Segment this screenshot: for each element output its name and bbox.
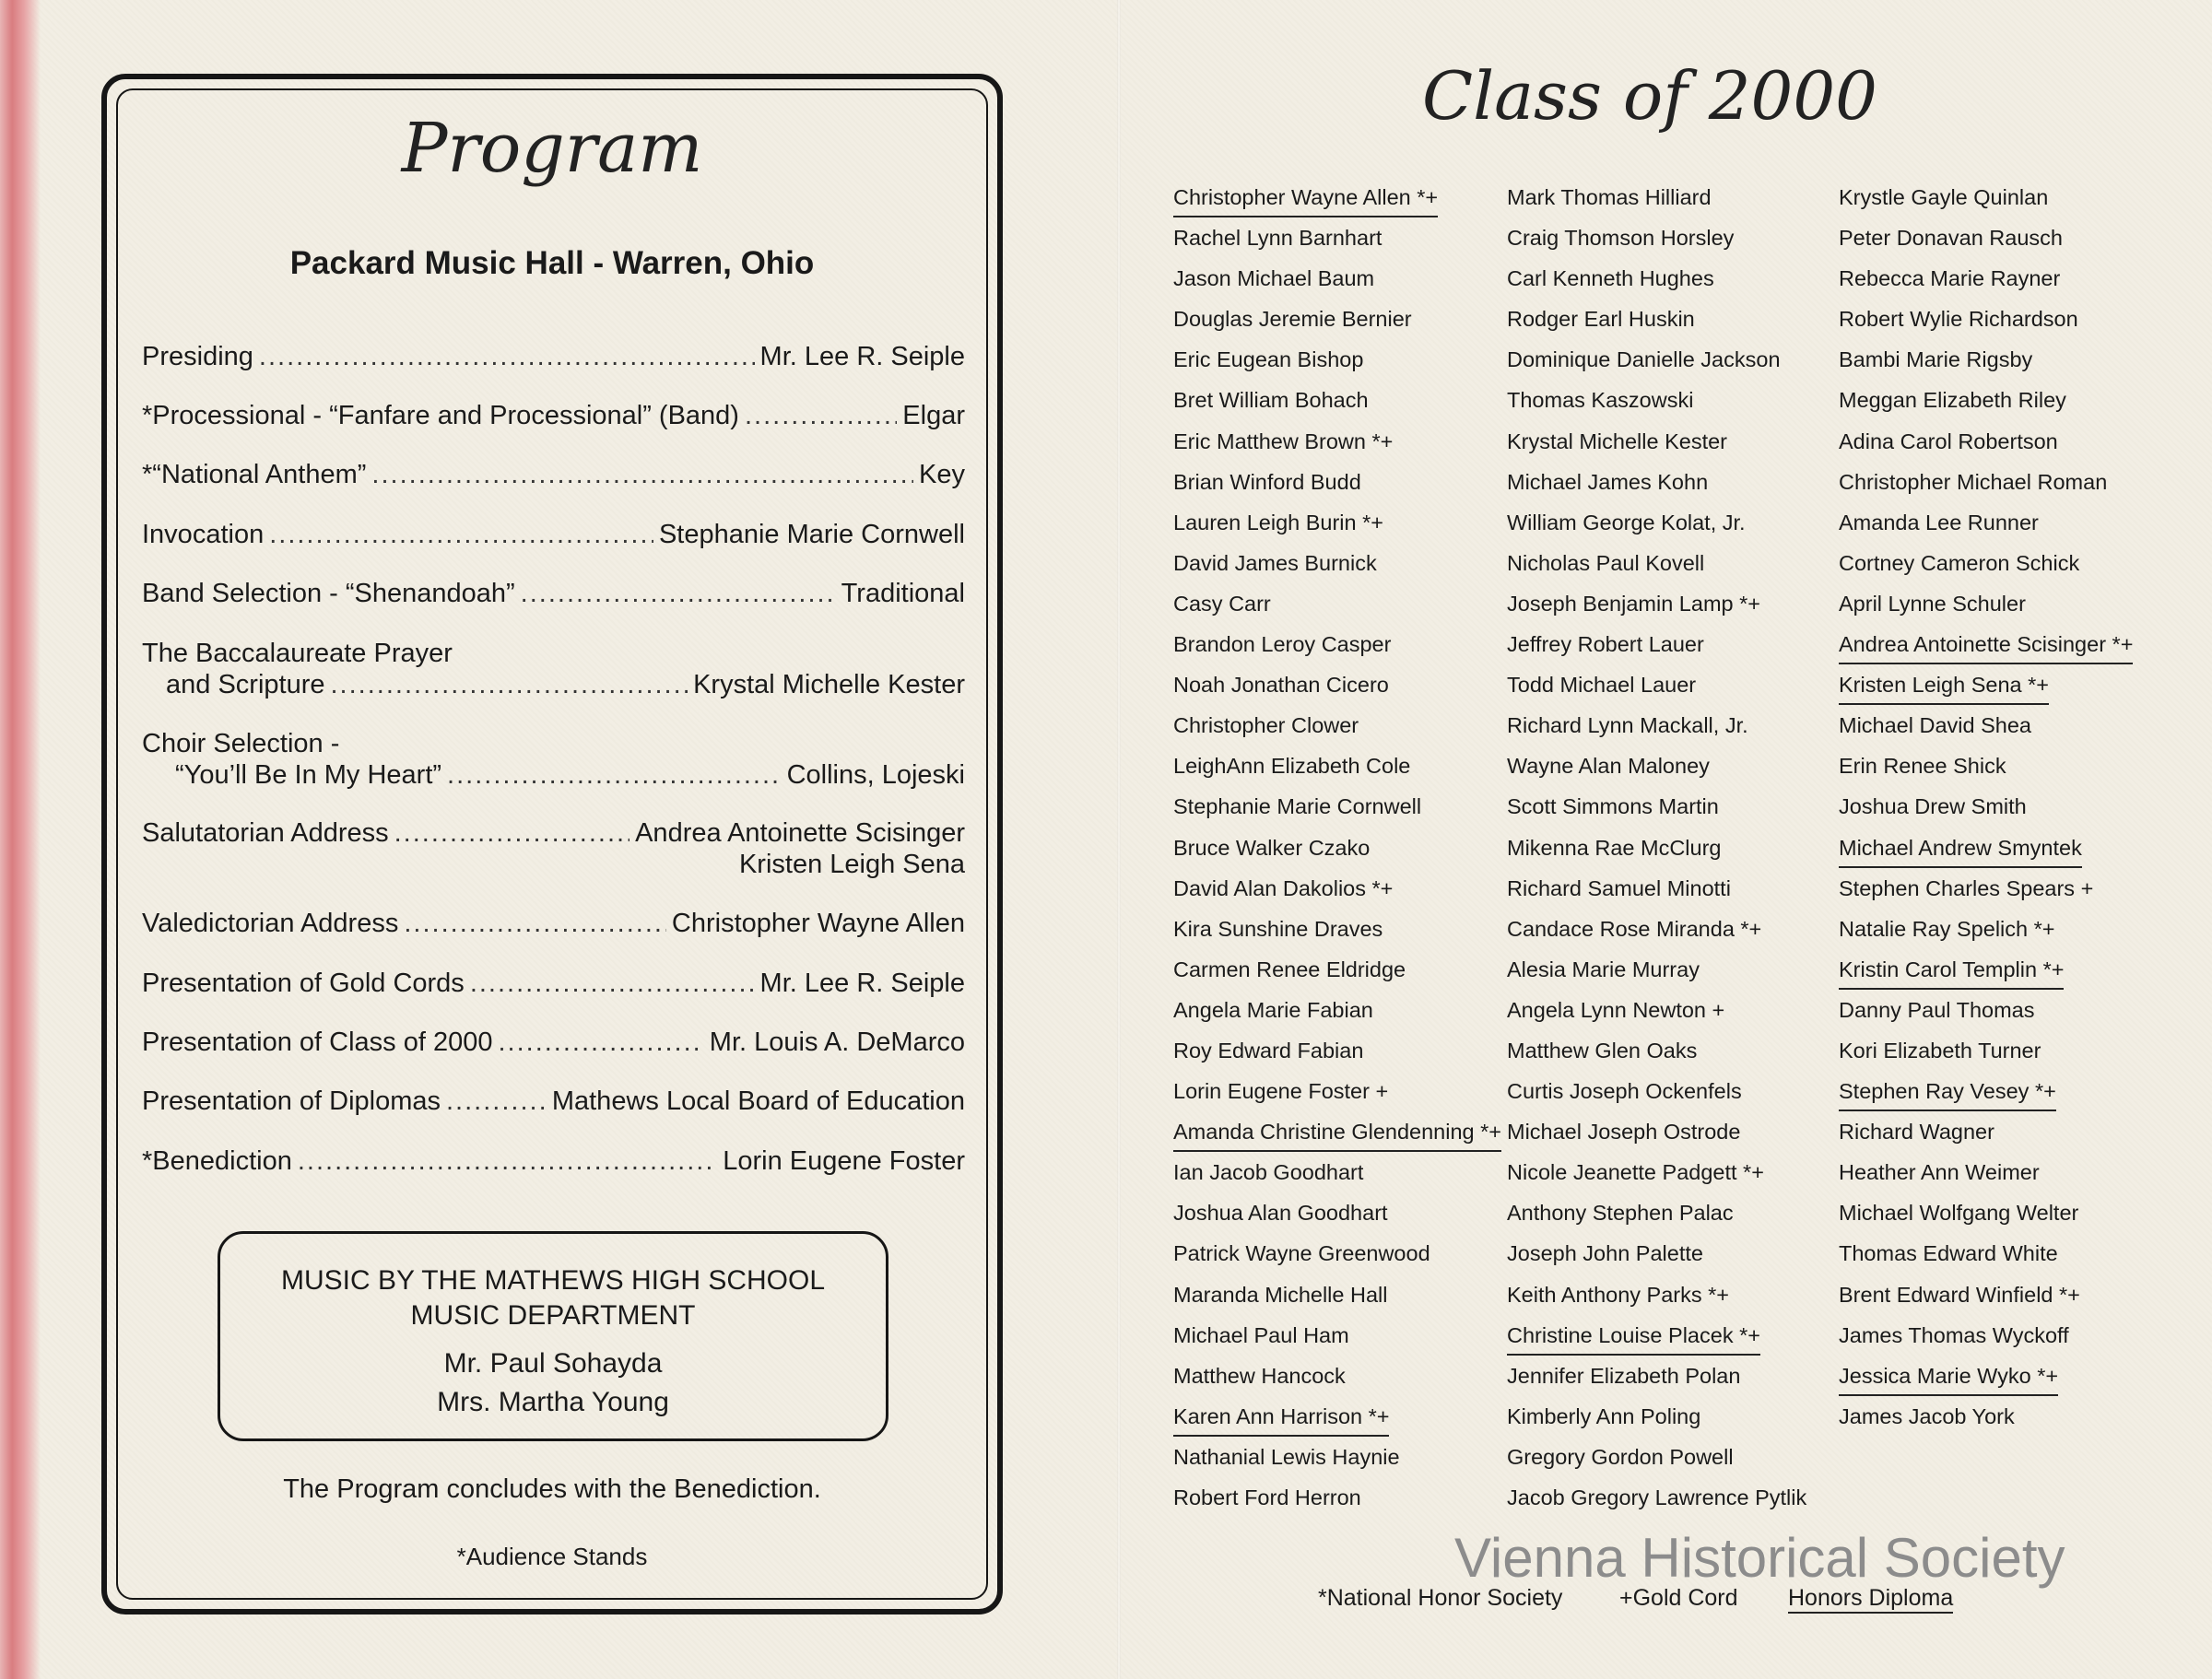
graduate-name (1507, 1400, 1806, 1440)
graduate-name-text: James Thomas Wyckoff (1839, 1322, 2069, 1347)
graduate-name (1839, 790, 2133, 830)
graduate-name (1173, 628, 1501, 668)
item-value: Krystal Michelle Kester (693, 670, 965, 699)
graduate-name-text: Carmen Renee Eldridge (1173, 957, 1406, 981)
graduate-name (1839, 628, 2133, 668)
graduate-name (1839, 262, 2133, 302)
item-label: *Benediction (142, 1146, 292, 1176)
graduate-name (1839, 1400, 2133, 1440)
graduate-name-text: Jennifer Elizabeth Polan (1507, 1363, 1741, 1388)
graduate-name-text: William George Kolat, Jr. (1507, 510, 1746, 534)
graduate-name-text: Andrea Antoinette Scisinger *+ (1839, 628, 2133, 664)
graduate-name-text: Kira Sunshine Draves (1173, 916, 1383, 941)
graduate-name (1839, 425, 2133, 465)
graduate-name-text: Christopher Wayne Allen *+ (1173, 181, 1438, 217)
item-label: Invocation (142, 520, 265, 549)
graduate-name-text: Michael James Kohn (1507, 469, 1709, 494)
graduate-name-text: Angela Marie Fabian (1173, 997, 1373, 1022)
program-item-salutatorian (142, 817, 965, 880)
graduate-name-text: Jacob Gregory Lawrence Pytlik (1507, 1485, 1807, 1509)
item-value: Mr. Lee R. Seiple (759, 969, 965, 998)
graduate-name (1507, 1440, 1806, 1481)
graduate-name (1507, 1237, 1806, 1277)
graduate-name (1173, 993, 1501, 1034)
graduate-name (1173, 465, 1501, 506)
class-title: Class of 2000 (1422, 57, 1877, 135)
music-director-1: Mr. Paul Sohayda (443, 1348, 663, 1379)
item-label: Valedictorian Address (142, 909, 399, 938)
graduate-name (1839, 1196, 2133, 1237)
item-label: *Processional - “Fanfare and Processional” (Band) (142, 401, 739, 430)
item-label: *“National Anthem” (142, 460, 367, 489)
graduate-name-text: Robert Wylie Richardson (1839, 307, 2078, 332)
graduate-name-text: Jeffrey Robert Lauer (1507, 632, 1704, 657)
graduate-name-text: Krystle Gayle Quinlan (1839, 185, 2049, 209)
graduate-name (1839, 181, 2133, 221)
graduate-name-text: Michael Joseph Ostrode (1507, 1120, 1741, 1145)
graduate-name-text: Patrick Wayne Greenwood (1173, 1241, 1430, 1266)
graduate-name-text: Rebecca Marie Rayner (1839, 266, 2061, 291)
graduate-name (1173, 1359, 1501, 1400)
graduate-name-text: James Jacob York (1839, 1403, 2015, 1428)
graduate-name-text: Joseph Benjamin Lamp *+ (1507, 591, 1760, 616)
graduate-name (1839, 383, 2133, 424)
graduate-name (1173, 709, 1501, 749)
graduate-name-text: Anthony Stephen Palac (1507, 1201, 1734, 1226)
graduate-name (1507, 465, 1806, 506)
graduate-name-text: Richard Samuel Minotti (1507, 875, 1731, 900)
graduate-name (1839, 1156, 2133, 1196)
graduate-name (1839, 912, 2133, 953)
item-value: Mr. Lee R. Seiple (759, 342, 965, 371)
program-item-choir (142, 728, 965, 791)
graduate-name-text: Matthew Hancock (1173, 1363, 1346, 1388)
graduate-name-text: Roy Edward Fabian (1173, 1038, 1364, 1063)
graduate-name-text: Kristin Carol Templin *+ (1839, 953, 2064, 990)
graduate-name-text: Kristen Leigh Sena *+ (1839, 668, 2049, 705)
graduate-name (1173, 343, 1501, 383)
graduate-name-text: Noah Jonathan Cicero (1173, 673, 1389, 698)
deckled-edge (0, 0, 41, 1679)
item-value: Andrea Antoinette Scisinger (635, 818, 965, 848)
graduate-name (1507, 749, 1806, 790)
graduate-name (1507, 1319, 1806, 1359)
graduate-name-text: Peter Donavan Rausch (1839, 226, 2063, 251)
graduate-name (1173, 1034, 1501, 1074)
graduate-name-text: Christopher Clower (1173, 713, 1359, 738)
graduate-name-text: Adina Carol Robertson (1839, 429, 2058, 453)
graduate-name-text: Krystal Michelle Kester (1507, 429, 1727, 453)
graduate-name-text: Scott Simmons Martin (1507, 794, 1719, 819)
graduate-name (1173, 221, 1501, 262)
graduate-name (1839, 709, 2133, 749)
graduate-name (1507, 872, 1806, 912)
graduate-name (1507, 831, 1806, 872)
graduate-name (1173, 831, 1501, 872)
item-label: Presentation of Diplomas (142, 1086, 441, 1116)
graduate-name (1173, 1074, 1501, 1115)
graduate-name (1839, 343, 2133, 383)
graduate-name (1507, 302, 1806, 343)
graduate-name-text: Nathanial Lewis Haynie (1173, 1444, 1400, 1469)
graduate-name (1507, 506, 1806, 546)
program-item-benediction (142, 1145, 965, 1177)
graduate-name-text: Rachel Lynn Barnhart (1173, 226, 1382, 251)
graduate-column-2 (1507, 181, 1806, 1521)
graduate-name-text: LeighAnn Elizabeth Cole (1173, 754, 1411, 779)
graduate-name (1507, 1359, 1806, 1400)
item-label-line1: Choir Selection - (142, 729, 340, 758)
graduate-name-text: Matthew Glen Oaks (1507, 1038, 1698, 1063)
graduate-name (1507, 1278, 1806, 1319)
graduate-name-text: Michael Paul Ham (1173, 1322, 1349, 1347)
graduate-name (1839, 953, 2133, 993)
graduate-name-text: Eric Matthew Brown *+ (1173, 429, 1394, 453)
graduate-name (1173, 668, 1501, 709)
graduate-name (1507, 546, 1806, 587)
graduate-name (1507, 628, 1806, 668)
graduate-name (1173, 383, 1501, 424)
center-fold (1117, 0, 1121, 1679)
item-value: Stephanie Marie Cornwell (658, 520, 965, 549)
graduate-name-text: Karen Ann Harrison *+ (1173, 1400, 1389, 1437)
item-value: Elgar (902, 401, 965, 430)
graduate-name (1507, 383, 1806, 424)
graduate-name-text: Lorin Eugene Foster + (1173, 1079, 1389, 1104)
graduate-name-text: Thomas Edward White (1839, 1241, 2058, 1266)
graduate-name-text: David Alan Dakolios *+ (1173, 875, 1394, 900)
legend-national-honor-society: *National Honor Society (1318, 1585, 1563, 1611)
graduate-column-3 (1839, 181, 2133, 1440)
item-label: Presentation of Gold Cords (142, 969, 465, 998)
graduate-name (1507, 221, 1806, 262)
graduate-name-text: Ian Jacob Goodhart (1173, 1160, 1364, 1185)
graduate-name-text: Richard Lynn Mackall, Jr. (1507, 713, 1748, 738)
graduate-column-1 (1173, 181, 1501, 1521)
graduate-name (1839, 465, 2133, 506)
graduate-name-text: Erin Renee Shick (1839, 754, 2006, 779)
graduate-name-text: Mark Thomas Hilliard (1507, 185, 1712, 209)
graduate-name (1173, 1400, 1501, 1440)
graduate-name (1173, 1196, 1501, 1237)
graduate-name (1839, 546, 2133, 587)
graduate-name (1173, 872, 1501, 912)
graduate-name-text: Casy Carr (1173, 591, 1271, 616)
graduate-name-text: Christine Louise Placek *+ (1507, 1319, 1760, 1356)
graduate-name (1507, 587, 1806, 628)
graduate-name (1173, 1237, 1501, 1277)
graduate-name (1173, 546, 1501, 587)
graduate-name-text: Stephen Ray Vesey *+ (1839, 1074, 2056, 1111)
graduate-name (1839, 749, 2133, 790)
graduate-name-text: Carl Kenneth Hughes (1507, 266, 1714, 291)
graduate-name (1173, 1278, 1501, 1319)
graduate-name (1839, 831, 2133, 872)
graduate-name-text: Jessica Marie Wyko *+ (1839, 1359, 2058, 1396)
graduate-name (1173, 181, 1501, 221)
graduate-name-text: Bret William Bohach (1173, 388, 1369, 413)
graduate-name (1173, 262, 1501, 302)
graduate-name (1507, 1115, 1806, 1156)
graduate-name-text: Candace Rose Miranda *+ (1507, 916, 1762, 941)
program-item-band-selection (142, 578, 965, 609)
graduate-name (1507, 262, 1806, 302)
item-value: Mathews Local Board of Education (551, 1086, 965, 1116)
graduate-name-text: Cortney Cameron Schick (1839, 550, 2080, 575)
graduate-name-text: Douglas Jeremie Bernier (1173, 307, 1412, 332)
item-label: and Scripture (166, 670, 325, 699)
graduate-name (1173, 1156, 1501, 1196)
graduate-name (1839, 1034, 2133, 1074)
graduate-name-text: Eric Eugean Bishop (1173, 347, 1364, 372)
graduate-name-text: Bruce Walker Czako (1173, 835, 1371, 860)
graduate-name (1173, 1440, 1501, 1481)
item-value: Traditional (841, 579, 965, 608)
graduate-name (1173, 1481, 1501, 1521)
graduate-name-text: Amanda Christine Glendenning *+ (1173, 1115, 1501, 1152)
item-value: Collins, Lojeski (786, 760, 965, 790)
graduate-name (1507, 181, 1806, 221)
graduate-name-text: Keith Anthony Parks *+ (1507, 1282, 1730, 1307)
graduate-name (1507, 1074, 1806, 1115)
music-box-line2: MUSIC DEPARTMENT (410, 1300, 696, 1331)
music-department-box (218, 1231, 888, 1441)
program-item-diplomas (142, 1086, 965, 1117)
legend-honors-diploma: Honors Diploma (1788, 1585, 1953, 1614)
graduate-name-text: Joshua Alan Goodhart (1173, 1201, 1388, 1226)
graduate-name (1507, 1481, 1806, 1521)
item-label: Salutatorian Address (142, 818, 389, 848)
item-value: Mr. Louis A. DeMarco (709, 1027, 965, 1057)
program-item-processional (142, 400, 965, 431)
watermark: Vienna Historical Society (1454, 1527, 2065, 1589)
program-title: Program (401, 109, 703, 188)
graduate-name-text: Michael Andrew Smyntek (1839, 831, 2082, 868)
item-value: Christopher Wayne Allen (671, 909, 965, 938)
program-item-presiding (142, 341, 965, 372)
graduate-name-text: Joshua Drew Smith (1839, 794, 2027, 819)
program-item-anthem (142, 459, 965, 490)
graduate-name (1507, 1196, 1806, 1237)
graduate-name (1507, 790, 1806, 830)
graduate-name-text: Joseph John Palette (1507, 1241, 1703, 1266)
graduate-name (1173, 749, 1501, 790)
graduate-name-text: Kimberly Ann Poling (1507, 1403, 1701, 1428)
graduate-name (1173, 1319, 1501, 1359)
item-label: “You’ll Be In My Heart” (175, 760, 442, 790)
item-label-line1: The Baccalaureate Prayer (142, 639, 453, 668)
graduate-name (1507, 1156, 1806, 1196)
audience-stands-note: *Audience Stands (456, 1543, 648, 1570)
graduate-name-text: Stephanie Marie Cornwell (1173, 794, 1422, 819)
graduate-name (1839, 587, 2133, 628)
graduate-name-text: Stephen Charles Spears + (1839, 875, 2094, 900)
graduate-name-text: Heather Ann Weimer (1839, 1160, 2040, 1185)
graduate-name-text: Robert Ford Herron (1173, 1485, 1361, 1509)
graduate-name (1173, 953, 1501, 993)
graduate-name-text: Brandon Leroy Casper (1173, 632, 1392, 657)
graduate-name (1839, 1115, 2133, 1156)
graduate-name (1173, 506, 1501, 546)
program-item-gold-cords (142, 968, 965, 999)
item-label: Presentation of Class of 2000 (142, 1027, 493, 1057)
graduate-name (1839, 1237, 2133, 1277)
graduate-name-text: April Lynne Schuler (1839, 591, 2026, 616)
graduate-name (1839, 1074, 2133, 1115)
graduate-name-text: Wayne Alan Maloney (1507, 754, 1710, 779)
item-value: Key (919, 460, 965, 489)
graduate-name-text: Natalie Ray Spelich *+ (1839, 916, 2055, 941)
program-item-invocation (142, 519, 965, 550)
graduate-name-text: Maranda Michelle Hall (1173, 1282, 1388, 1307)
legend-gold-cord: +Gold Cord (1619, 1585, 1738, 1611)
graduate-name-text: David James Burnick (1173, 550, 1377, 575)
item-label: Band Selection - “Shenandoah” (142, 579, 515, 608)
graduate-name-text: Danny Paul Thomas (1839, 997, 2035, 1022)
graduate-name-text: Mikenna Rae McClurg (1507, 835, 1722, 860)
graduate-name-text: Brian Winford Budd (1173, 469, 1361, 494)
graduate-name (1507, 1034, 1806, 1074)
graduate-name (1173, 302, 1501, 343)
graduate-name (1173, 790, 1501, 830)
graduate-name-text: Michael Wolfgang Welter (1839, 1201, 2079, 1226)
graduate-name-text: Brent Edward Winfield *+ (1839, 1282, 2080, 1307)
graduate-name-text: Richard Wagner (1839, 1120, 1994, 1145)
graduate-name-text: Angela Lynn Newton + (1507, 997, 1725, 1022)
graduate-name-text: Alesia Marie Murray (1507, 957, 1700, 981)
graduate-name (1507, 343, 1806, 383)
music-box-line1: MUSIC BY THE MATHEWS HIGH SCHOOL (280, 1265, 826, 1296)
graduate-name (1839, 1319, 2133, 1359)
graduate-name-text: Christopher Michael Roman (1839, 469, 2108, 494)
program-concludes-note: The Program concludes with the Benediction. (283, 1474, 821, 1504)
graduate-name (1839, 302, 2133, 343)
graduate-name (1839, 1278, 2133, 1319)
graduate-name-text: Michael David Shea (1839, 713, 2031, 738)
graduate-name-text: Bambi Marie Rigsby (1839, 347, 2033, 372)
item-value-line2: Kristen Leigh Sena (738, 850, 965, 879)
graduate-name (1839, 872, 2133, 912)
graduate-name (1507, 425, 1806, 465)
graduate-name-text: Lauren Leigh Burin *+ (1173, 510, 1383, 534)
graduate-name (1839, 221, 2133, 262)
graduate-name (1507, 709, 1806, 749)
venue: Packard Music Hall - Warren, Ohio (289, 245, 815, 281)
program-item-baccalaureate (142, 638, 965, 700)
graduate-name-text: Todd Michael Lauer (1507, 673, 1697, 698)
graduate-name (1507, 953, 1806, 993)
graduate-name-text: Amanda Lee Runner (1839, 510, 2039, 534)
graduate-name-text: Gregory Gordon Powell (1507, 1444, 1734, 1469)
music-director-2: Mrs. Martha Young (437, 1387, 669, 1417)
graduate-name (1173, 587, 1501, 628)
graduate-name (1173, 912, 1501, 953)
graduate-name-text: Dominique Danielle Jackson (1507, 347, 1781, 372)
graduate-name (1839, 668, 2133, 709)
program-item-class-presentation (142, 1027, 965, 1058)
graduate-name (1839, 1359, 2133, 1400)
graduate-name (1173, 425, 1501, 465)
graduate-name-text: Craig Thomson Horsley (1507, 226, 1735, 251)
graduate-name (1507, 912, 1806, 953)
graduate-name-text: Nicole Jeanette Padgett *+ (1507, 1160, 1764, 1185)
graduate-name-text: Kori Elizabeth Turner (1839, 1038, 2041, 1063)
graduate-name-text: Rodger Earl Huskin (1507, 307, 1695, 332)
item-label: Presiding (142, 342, 253, 371)
graduate-name (1839, 506, 2133, 546)
graduate-name (1507, 993, 1806, 1034)
program-item-valedictorian (142, 908, 965, 939)
item-value: Lorin Eugene Foster (723, 1146, 965, 1176)
graduate-name-text: Thomas Kaszowski (1507, 388, 1694, 413)
graduate-name-text: Jason Michael Baum (1173, 266, 1375, 291)
graduate-name-text: Curtis Joseph Ockenfels (1507, 1079, 1742, 1104)
graduate-name-text: Meggan Elizabeth Riley (1839, 388, 2066, 413)
graduate-name (1839, 993, 2133, 1034)
graduate-name (1507, 668, 1806, 709)
graduate-name-text: Nicholas Paul Kovell (1507, 550, 1705, 575)
graduate-name (1173, 1115, 1501, 1156)
